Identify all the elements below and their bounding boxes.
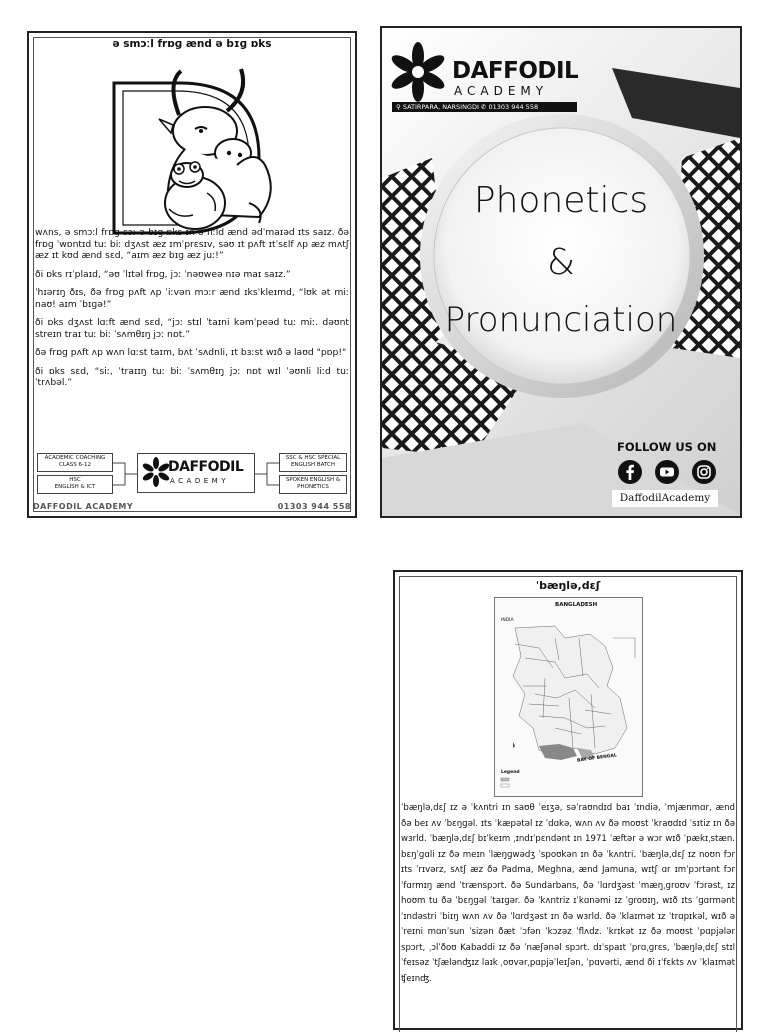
map-label-bay: BAY OF BENGAL	[576, 753, 618, 764]
spoken-english-box: SPOKEN ENGLISH & PHONETICS	[279, 475, 347, 494]
footer-academy-name: DAFFODIL ACADEMY	[33, 502, 134, 511]
map-drawing	[495, 598, 642, 796]
story-title: ə smɔːl frɒɡ ænd ə bɪɡ ɒks	[112, 38, 272, 50]
connector-lines-left	[113, 453, 137, 495]
story-body	[35, 227, 349, 396]
youtube-icon[interactable]	[655, 460, 679, 484]
bangladesh-body: ˈbæŋlə,dɛʃ ɪz ə ˈkʌntri ɪn saʊθ ˈeɪʒə, səˈraʊndɪd baɪ ˈɪndiə, ˈmjænmɑr, ænd ðə beɪ ʌv ˈbɛŋɡəl. ɪts ˈkæpətəl ɪz ˈdɑkə, wʌn ʌv ðə moʊst ˈkraʊdɪd ˈsɪtiz ɪn ðə wɜrld. ˈbæŋlə,dɛʃ bɪˈkeɪm ˌɪndɪˈpɛndənt ɪn 1971 ˈæftər ə wɔr wɪð ˈpækɪˌstæn. bɛŋˈɡɑli ɪz ðə meɪn ˈlæŋɡwədʒ ˈspoʊkən ɪn ðə ˈkʌntri. ˈbæŋlə,dɛʃ ɪz noʊn fɔr ɪts ˈrɪvərz, sʌtʃ æz ðə Padma, Meghna, ænd Jamuna, wɪtʃ ɑr ɪmˈpɔrtənt fɔr ˈfɑrmɪŋ ænd ˈtrænspɔrt. ðə Sundarbans, ðə ˈlɑrdʒəst ˈmæŋˌɡroʊv ˈfɔrəst, ɪz hoʊm tu ðə ˈbɛŋɡəl ˈtaɪɡər. ðə ˈkʌntriz ɪˈkɑnəmi ɪz ˈɡroʊɪŋ, wɪð ɪts ˈɡɑrmənt ˈɪndəstri ˈbiɪŋ wʌn ʌv ðə ˈlɑrdʒəst ɪn ðə wɜrld. ðə ˈklaɪmət ɪz ˈtrɑpɪkəl, wɪð ə ˈreɪni mɑnˈsun ˈsizən ðæt ˈɔfən ˈkɔzəz ˈflʌdz. ˈkrɪkət ɪz ðə moʊst ˈpɑpjələr spɔrt, ˌɔlˈðoʊ Kabaddi ɪz ðə ˈnæʃənəl spɔrt. dɪˈspaɪt ˈprɑˌɡrɛs, ˈbæŋləˌdɛʃ stɪl ˈfeɪsəz ˈtʃælənʤɪz laɪk ˌoʊvərˌpɑpjəˈleɪʃən, ˈpɑvərti, ænd ði ɪˈfɛkts ʌv ˈklaɪmət ʧeɪnʤ.	[401, 803, 735, 984]
story-footer-boxes	[33, 453, 351, 495]
map-heading: BANGLADESH	[555, 602, 598, 608]
cover-brand-sub: ACADEMY	[454, 84, 549, 98]
follow-us-label: FOLLOW US ON	[617, 440, 717, 454]
cover-title-line1: Phonetics	[473, 180, 649, 221]
cover-title-line3: Pronunciation	[444, 300, 678, 340]
bangladesh-page	[393, 570, 743, 1030]
bangladesh-map	[494, 597, 643, 797]
instagram-icon[interactable]	[692, 460, 716, 484]
story-paragraph: ði ɒks rɪˈplaɪd, “əʊ ˈlɪtəl frɒɡ, jɔː ˈnəʊweə nɪə maɪ saɪz.”	[35, 268, 291, 280]
academic-coaching-box: ACADEMIC COACHING CLASS 6-12	[37, 453, 113, 472]
daffodil-flower-icon	[141, 457, 171, 487]
story-footer-line	[33, 502, 351, 511]
story-paragraph: ði ɒks sɛd, “siː, ˈtraɪɪŋ tuː biː ˈsʌmθɪŋ jɔː nɒt wɪl ˈəʊnli liːd tuː ˈtrʌbəl.”	[35, 365, 349, 388]
social-handle: DaffodilAcademy	[612, 490, 718, 507]
bangladesh-title: ˈbæŋlə,dɛʃ	[535, 579, 601, 592]
cover-address-bar: ⚲ SATIRPARA, NARSINGDI ✆ 01303 944 558	[392, 102, 577, 112]
mini-logo-name: DAFFODIL	[168, 459, 244, 475]
connector-lines-right	[255, 453, 279, 495]
footer-phone: 01303 944 558	[277, 502, 351, 511]
mini-logo-box	[137, 453, 255, 493]
cover-title-ampersand: &	[546, 242, 576, 283]
story-paragraph: wʌns, ə smɔːl frɒɡ sɔː ə bɪɡ ɒks ɪn ə fiːld ænd ədˈmaɪəd ɪts saɪz. ðə frɒɡ ˈwɒntɪd tuː biː dʒʌst æz ɪmˈprɛsɪv, səʊ ɪt pʌft ɪtˈsɛlf ʌp æz mʌtʃ æz ɪt kʊd ænd sɛd, “aɪm æz bɪɡ æz juː!”	[35, 227, 349, 261]
story-page	[27, 31, 357, 518]
story-paragraph: ði ɒks dʒʌst lɑːft ænd sɛd, “jɔː stɪl ˈtaɪni kəmˈpeəd tuː miː. dəʊnt streɪn traɪ tuː biː ˈsʌmθɪŋ jɔː nɒt.”	[35, 317, 349, 340]
map-label-india: INDIA	[501, 618, 514, 623]
cover-page	[380, 26, 742, 518]
hsc-box: HSC ENGLISH & ICT	[37, 475, 113, 494]
map-legend-title: Legend	[501, 770, 520, 775]
story-paragraph: ðə frɒɡ pʌft ʌp wʌn lɑːst taɪm, bʌt ˈsʌdnli, ɪt bɜːst wɪð ə laʊd "pɒp!"	[35, 347, 347, 358]
mini-logo-sub: ACADEMY	[170, 477, 229, 485]
ox-and-frog-illustration	[109, 53, 281, 245]
story-paragraph: ˈhɪərɪŋ ðɪs, ðə frɒɡ pʌft ʌp ˈiːvən mɔːr ænd ɪksˈkleɪmd, “lʊk ət miː naʊ! aɪm ˈbɪɡə!”	[35, 287, 349, 310]
ssc-hsc-box: SSC & HSC SPECIAL ENGLISH BATCH	[279, 453, 347, 472]
cover-brand-name: DAFFODIL	[452, 58, 579, 84]
facebook-icon[interactable]	[618, 460, 642, 484]
